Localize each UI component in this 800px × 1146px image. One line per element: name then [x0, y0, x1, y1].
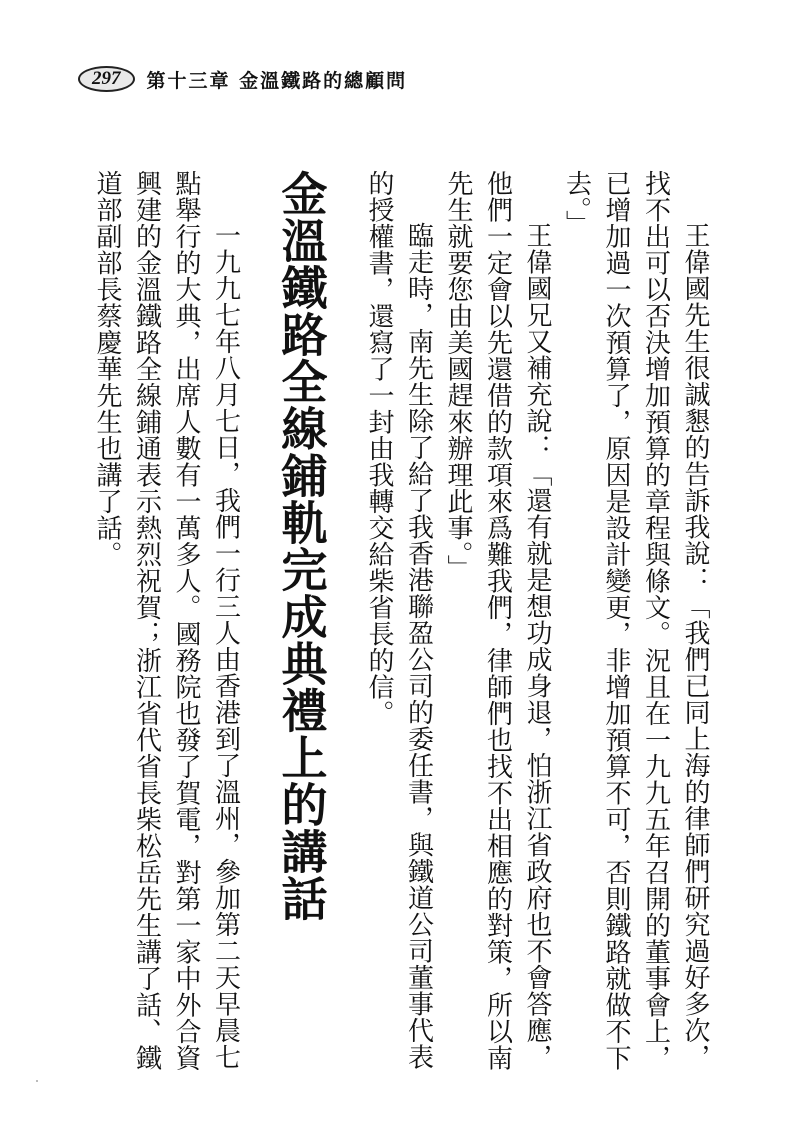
paragraph: 王偉國兄又補充說：「還有就是想功成身退，怕浙江省政府也不會答應，他們一定會以先還借的款項來爲難我們，律師們也找不出相應的對策，所以南先生就要您由美國趕來辦理此事。」	[443, 170, 552, 1071]
vertical-text-body	[74, 170, 714, 1090]
page-header	[78, 62, 407, 96]
paragraph: 臨走時，南先生除了給了我香港聯盈公司的委任書，與鐵道公司董事代表的授權書，還寫了一封由我轉交給柴省長的信。	[364, 170, 434, 1070]
chapter-title: 第十三章 金溫鐵路的總顧問	[146, 69, 408, 92]
scan-mark	[36, 1080, 38, 1082]
paragraph: 王偉國先生很誠懇的告訴我說：「我們已同上海的律師們研究過好多次，找不出可以否決增加預算的章程與條文。況且在一九九五年召開的董事會上，已增加過一次預算了，原因是設計變更，非增加預算不可，否則鐵路就做不下去。」	[561, 170, 710, 1071]
page-number: 297	[78, 66, 135, 92]
paragraph: 一九九七年八月七日，我們一行三人由香港到了溫州，參加第二天早晨七點舉行的大典，出席人數有一萬多人。國務院也發了賀電，對第一家中外合資興建的金溫鐵路全線鋪通表示熱烈祝賀；浙江省代省長柴松岳先生講了話、鐵道部副部長蔡慶華先生也講了話。	[92, 170, 241, 1071]
section-heading: 金溫鐵路全線鋪軌完成典禮上的講話	[274, 170, 329, 922]
